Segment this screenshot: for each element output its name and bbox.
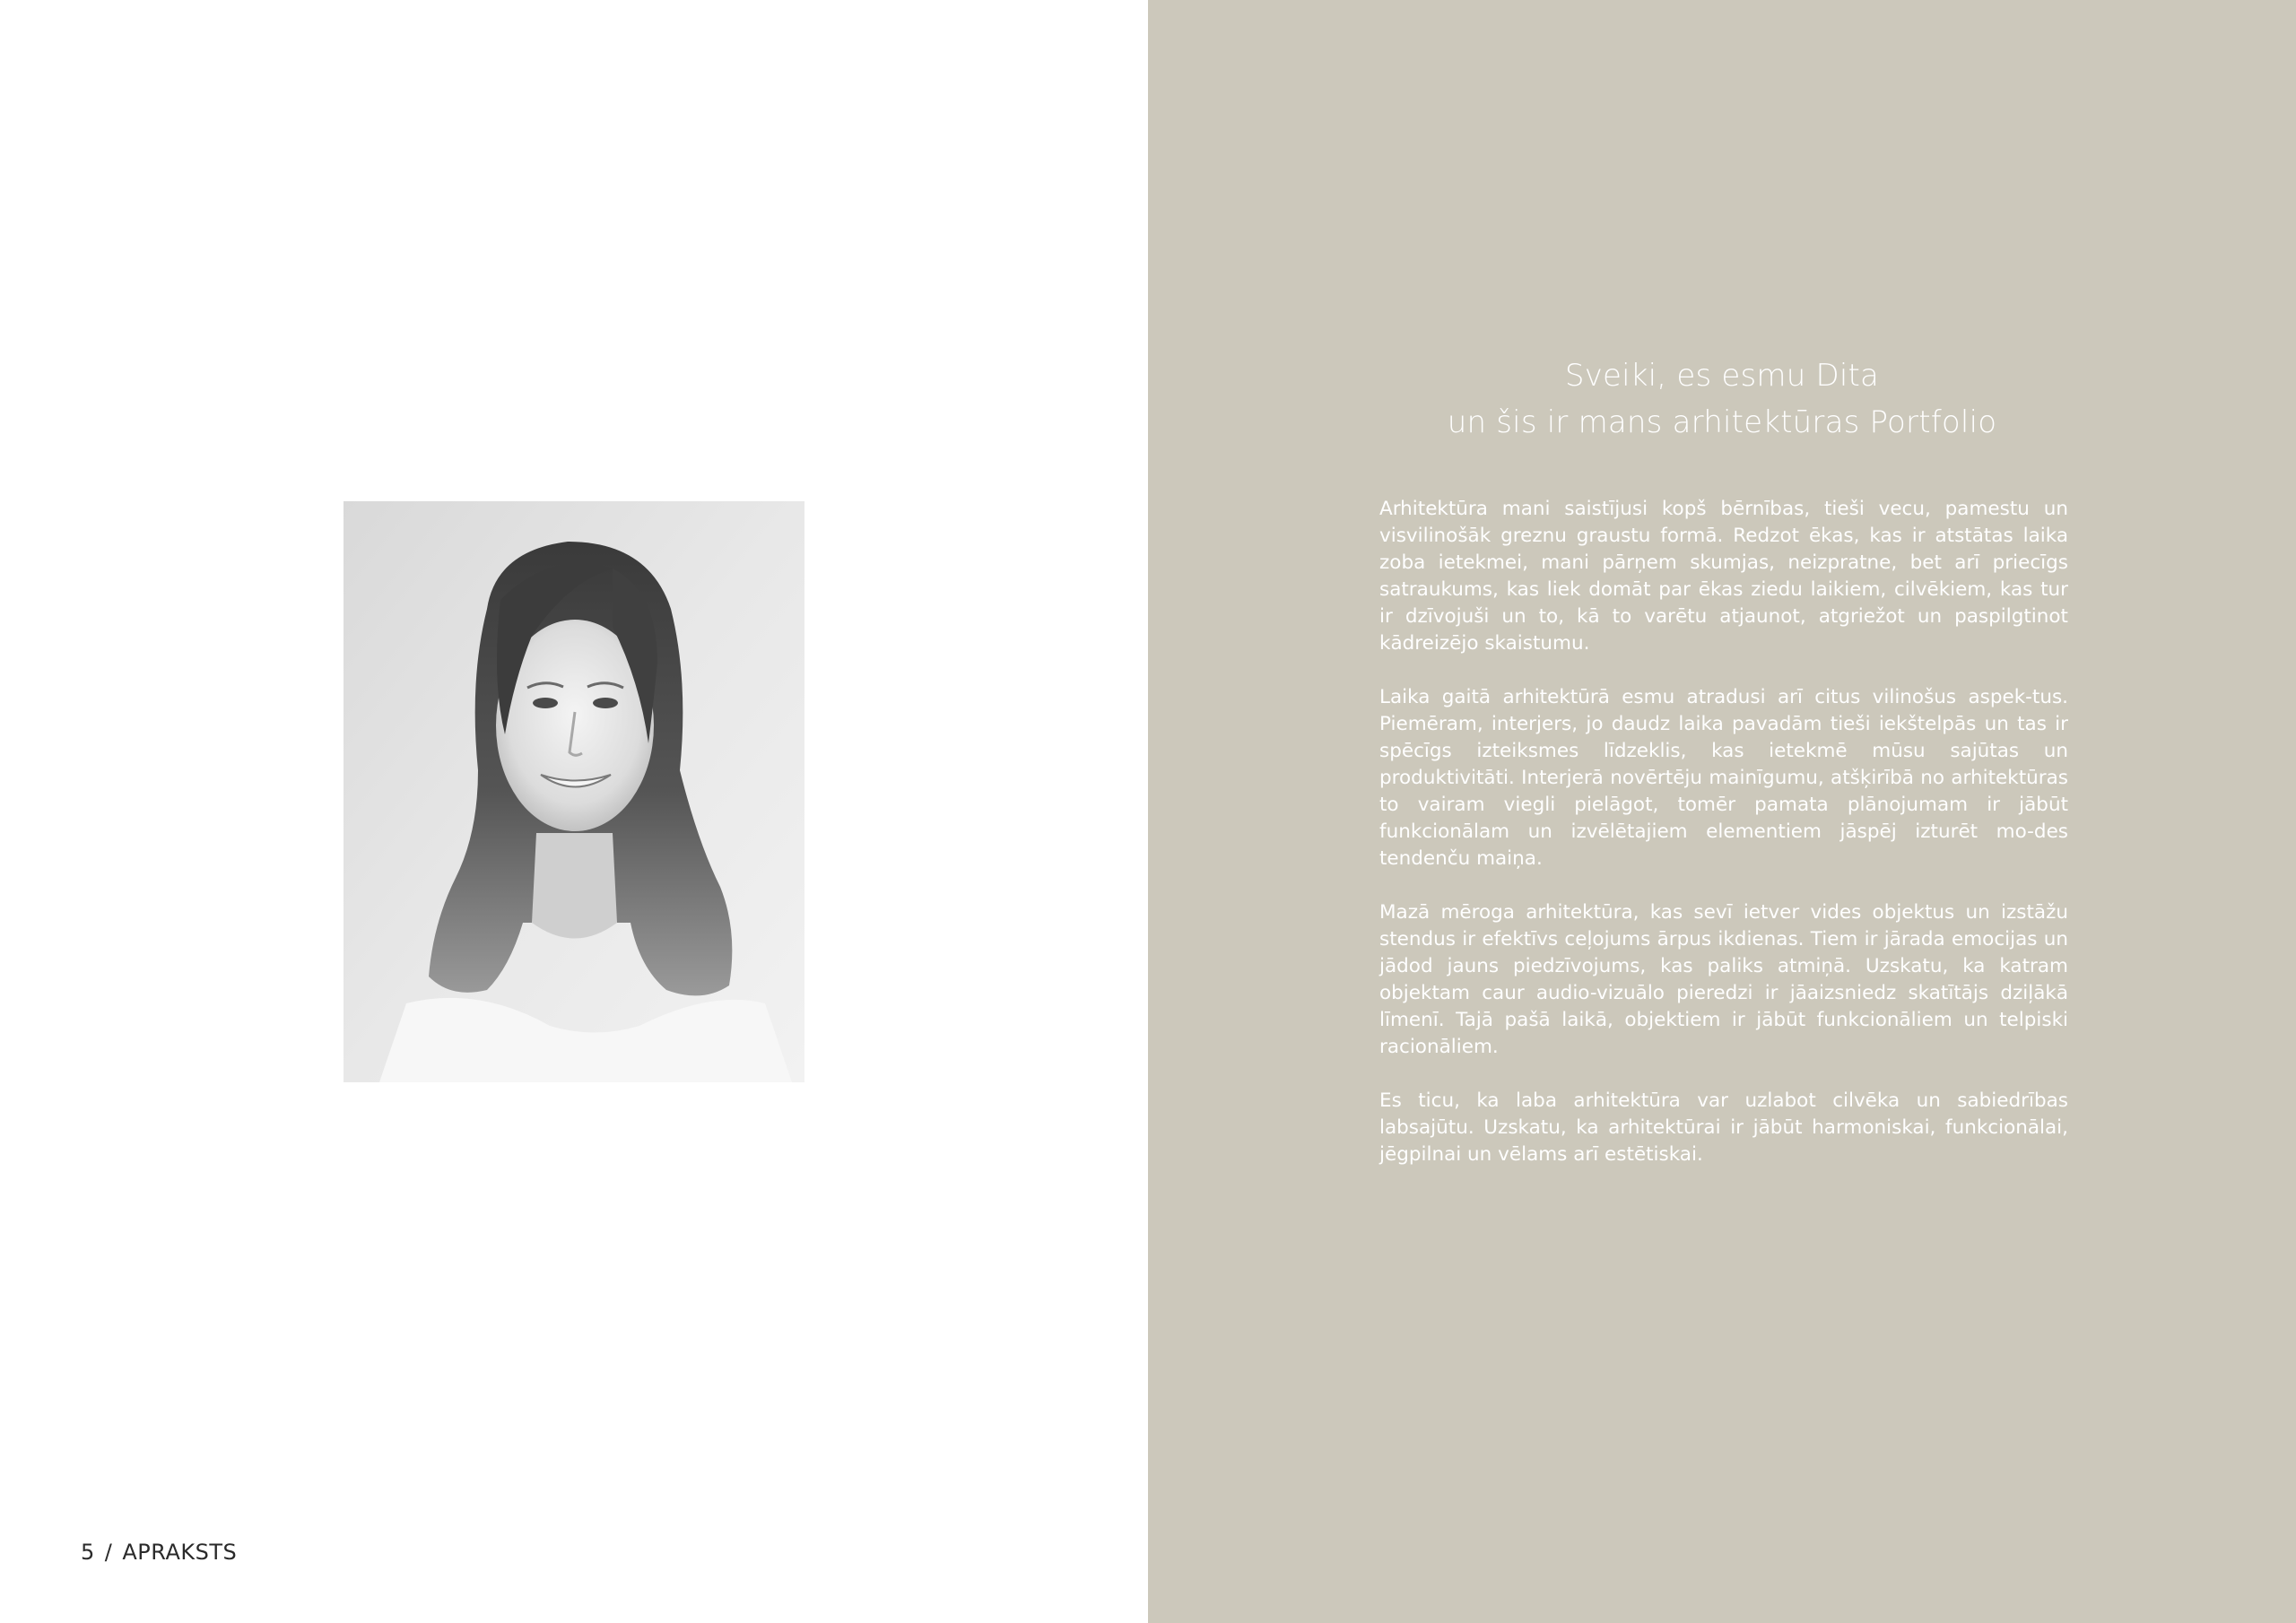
intro-body: [1379, 496, 2068, 1195]
footer-separator: /: [104, 1540, 113, 1565]
intro-heading-line-2: un šis ir mans arhitektūras Portfolio: [1447, 404, 1997, 440]
paragraph: Es ticu, ka laba arhitektūra var uzlabot cilvēka un sabiedrības labsajūtu. Uzskatu, ka arhitektūrai ir jābūt harmoniskai, funkcionālai, jēgpilnai un vēlams arī estētiskai.: [1379, 1089, 2068, 1166]
page-footer: [81, 1540, 237, 1565]
paragraph: Mazā mēroga arhitektūra, kas sevī ietver vides objektus un izstāžu stendus ir efektīvs ceļojums ārpus ikdienas. Tiem ir jārada emocijas un jādod jauns piedzīvojums, kas paliks atmiņā. Uzskatu, ka katram objektam caur audio-vizuālo pieredzi ir jāaizsniedz skatītājs dziļākā līmenī. Tajā pašā laikā, objektiem ir jābūt funkcionāliem un telpiski racionāliem.: [1379, 901, 2068, 1058]
paragraph: Arhitektūra mani saistījusi kopš bērnības, tieši vecu, pamestu un visvilinošāk greznu graustu formā. Redzot ēkas, kas ir atstātas laika zoba ietekmei, mani pārņem skumjas, neizpratne, bet arī priecīgs satraukums, kas liek domāt par ēkas ziedu laikiem, cilvēkiem, kas tur ir dzīvojuši un to, kā to varētu atjaunot, atgriežot un paspilgtinot kādreizējo skaistumu.: [1379, 498, 2068, 655]
page-number: 5: [81, 1540, 95, 1565]
portrait-photo: [344, 501, 804, 1082]
intro-heading-line-1: Sveiki, es esmu Dita: [1564, 358, 1880, 394]
paragraph: Laika gaitā arhitektūrā esmu atradusi arī citus vilinošus aspek-tus. Piemēram, interjers, jo daudz laika pavadām tieši iekštelpās un tas ir spēcīgs izteiksmes līdzeklis, kas ietekmē mūsu sajūtas un produktivitāti. Interjerā novērtēju mainīgumu, atšķirībā no arhitektūras to vairam viegli pielāgot, tomēr pamata plānojumam ir jābūt funkcionālam un izvēlētajiem elementiem jāspēj izturēt mo-des tendenču maiņa.: [1379, 686, 2068, 870]
intro-heading: [1148, 352, 2296, 446]
section-label: APRAKSTS: [122, 1540, 238, 1565]
